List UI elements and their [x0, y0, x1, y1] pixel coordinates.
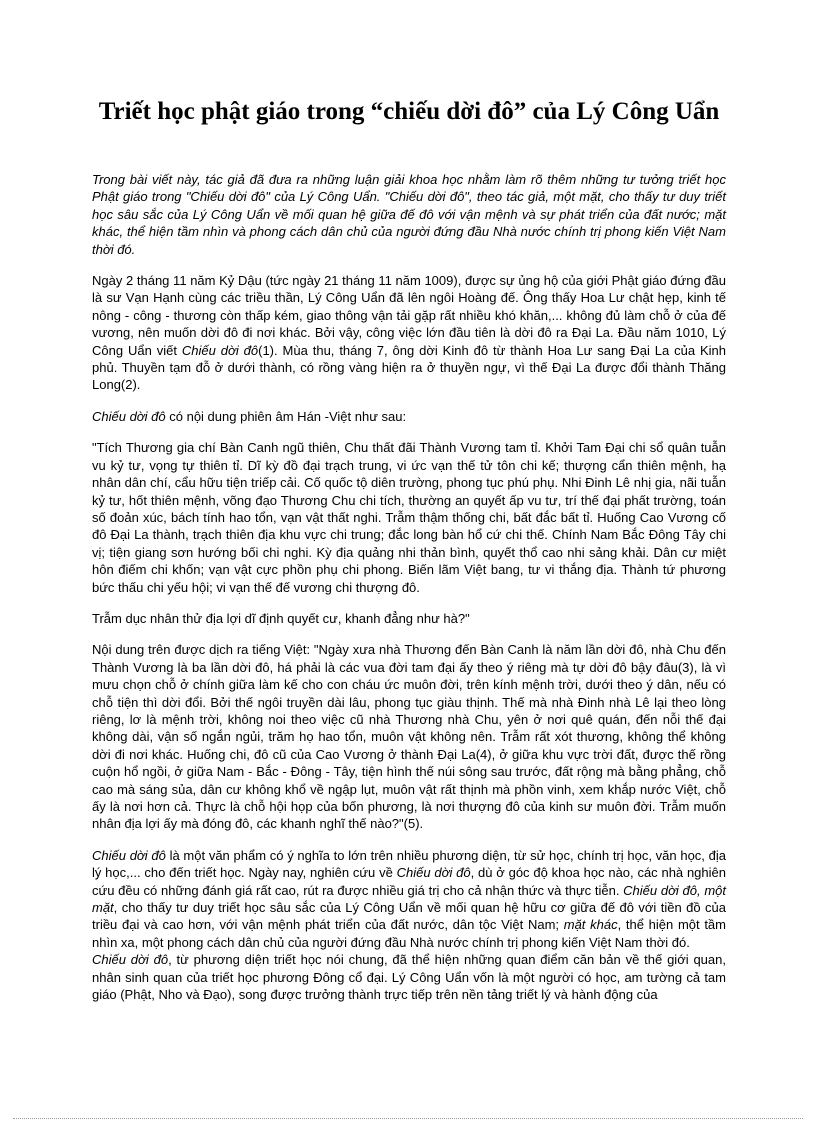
paragraph: "Tích Thương gia chí Bàn Canh ngũ thiên, Chu thất đãi Thành Vương tam tỉ. Khởi Tam Đại chi sổ quân tuẫn vu kỷ tư, vọng tự thiên tỉ. Dĩ kỳ đồ đại trạch trung, vi ức vạn thế tử tôn chi kế; thượng cẩn thiên mệnh, hạ nhân dân chí, cẩu hữu tiện triếp cải. Cố quốc tộ diên trường, phong tục phú phụ. Nhi Đinh Lê nhị gia, nãi tuẫn kỷ tư, hốt thiên mệnh, võng đạo Thương Chu chi tích, thường an quyết ấp vu tư, trí thế đại phất trường, toán số đoản xúc, bách tính hao tổn, vạn vật thất nghi. Trẫm thậm thống chi, bất đắc bất tỉ. Huống Cao Vương cố đô Đại La thành, trạch thiên địa khu vực chi trung; đắc long bàn hổ cứ chi thế. Chính Nam Bắc Đông Tây chi vị; tiện giang sơn hướng bối chi nghi. Kỳ địa quảng nhi thản bình, quyết thổ cao nhi sảng khải. Dân cư miệt hôn điếm chi khốn; vạn vật cực phồn phụ chi phong. Biến lãm Việt bang, tư vi thắng địa. Thành tứ phương bức thấu chi yếu hội; vi vạn thế đế vương chi thượng đô.: [92, 440, 726, 595]
paragraph: Ngày 2 tháng 11 năm Kỷ Dậu (tức ngày 21 tháng 11 năm 1009), được sự ủng hộ của giới Phật giáo đứng đầu là sư Vạn Hạnh cùng các triều thần, Lý Công Uẩn đã lên ngôi Hoàng đế. Ông thấy Hoa Lư chật hẹp, kinh tế nông - công - thương còn thấp kém, giao thông vận tải gặp rất nhiều khó khăn,... không đủ làm chỗ ở của đế vương, nên muốn dời đô đi nơi khác. Bởi vậy, công việc lớn đầu tiên là dời đô ra Đại La. Đầu năm 1010, Lý Công Uẩn viết Chiếu dời đô(1). Mùa thu, tháng 7, ông dời Kinh đô từ thành Hoa Lư sang Đại La của Kinh phủ. Thuyền tạm đỗ ở dưới thành, có rồng vàng hiện ra ở thuyền ngự, vì thế Đại La được đổi thành Thăng Long(2).: [92, 273, 726, 393]
document-body: [92, 171, 726, 1003]
paragraph: Chiếu dời đô, từ phương diện triết học nói chung, đã thể hiện những quan điểm căn bản về thế giới quan, nhân sinh quan của triết học phương Đông cổ đại. Lý Công Uẩn vốn là một người có học, am tường cả tam giáo (Phật, Nho và Đạo), song được trưởng thành trực tiếp trên nền tảng triết lý và hành động của: [92, 952, 726, 1003]
paragraph: Trẫm dục nhân thử địa lợi dĩ định quyết cư, khanh đẳng như hà?": [92, 610, 470, 626]
paragraph: Nội dung trên được dịch ra tiếng Việt: "Ngày xưa nhà Thương đến Bàn Canh là năm lần dời đô, nhà Chu đến Thành Vương là ba lần dời đô, há phải là các vua đời tam đại ấy theo ý riêng mà tự dời đô bậy đâu(3), là vì mưu chọn chỗ ở chính giữa làm kế cho con cháu ức muôn đời, trên kính mệnh trời, dưới theo ý dân, nếu có chỗ tiện thì dời đổi. Bởi thế ngôi truyền dài lâu, phong tục giàu thịnh. Thế mà nhà Đinh nhà Lê lại theo lòng riêng, lơ là mệnh trời, không noi theo việc cũ nhà Thương nhà Chu, yên ở nơi quê quán, đến nỗi thế đại không dài, vận số ngắn ngủi, trăm họ hao tổn, muôn vật không nên. Trẫm rất xót thương, không thể không dời đi nơi khác. Huống chi, đô cũ của Cao Vương ở thành Đại La(4), ở giữa khu vực trời đất, được thế rồng cuộn hổ ngồi, ở giữa Nam - Bắc - Đông - Tây, tiện hình thế núi sông sau trước, đất rộng mà bằng phẳng, chỗ cao mà sáng sủa, dân cư không khổ về ngập lụt, muôn vật rất thịnh mà phồn vinh, xem khắp nước Việt, chỗ ấy là nơi hơn cả. Thực là chỗ hội họp của bốn phương, là nơi thượng đô của kinh sư muôn đời. Trẫm muốn nhân địa lợi ấy mà đóng đô, các khanh nghĩ thế nào?"(5).: [92, 642, 726, 832]
paragraph: Chiếu dời đô là một văn phẩm có ý nghĩa to lớn trên nhiều phương diện, từ sử học, chính trị học, văn học, địa lý học,... cho đến triết học. Ngày nay, nghiên cứu về Chiếu dời đô, dù ở góc độ khoa học nào, các nhà nghiên cứu đều có những đánh giá rất cao, rút ra được nhiều giá trị cho cả nhận thức và thực tiễn. Chiếu dời đô, một mặt, cho thấy tư duy triết học sâu sắc của Lý Công Uẩn về mối quan hệ hữu cơ giữa đế đô với tiền đồ của triều đại và cao hơn, với vận mệnh phát triển của đất nước, dân tộc Việt Nam; mặt khác, thể hiện một tầm nhìn xa, một phong cách dân chủ của người đứng đầu Nhà nước chính trị phong kiến Việt Nam thời đó.: [92, 847, 726, 950]
page-break-dotted-line: [13, 1118, 803, 1119]
paragraph: Chiếu dời đô có nội dung phiên âm Hán -Việt như sau:: [92, 408, 407, 424]
paragraph: Trong bài viết này, tác giả đã đưa ra những luận giải khoa học nhằm làm rõ thêm những tư tưởng triết học Phật giáo trong "Chiếu dời đô" của Lý Công Uẩn. "Chiếu dời đô", theo tác giả, một mặt, cho thấy tư duy triết học sâu sắc của Lý Công Uẩn về mối quan hệ giữa đế đô với vận mệnh và sự phát triển của đất nước; mặt khác, thể hiện tầm nhìn và phong cách dân chủ của người đứng đầu Nhà nước chính trị phong kiến Việt Nam thời đó.: [92, 172, 726, 257]
page-title: Triết học phật giáo trong “chiếu dời đô” của Lý Công Uẩn: [98, 98, 720, 125]
